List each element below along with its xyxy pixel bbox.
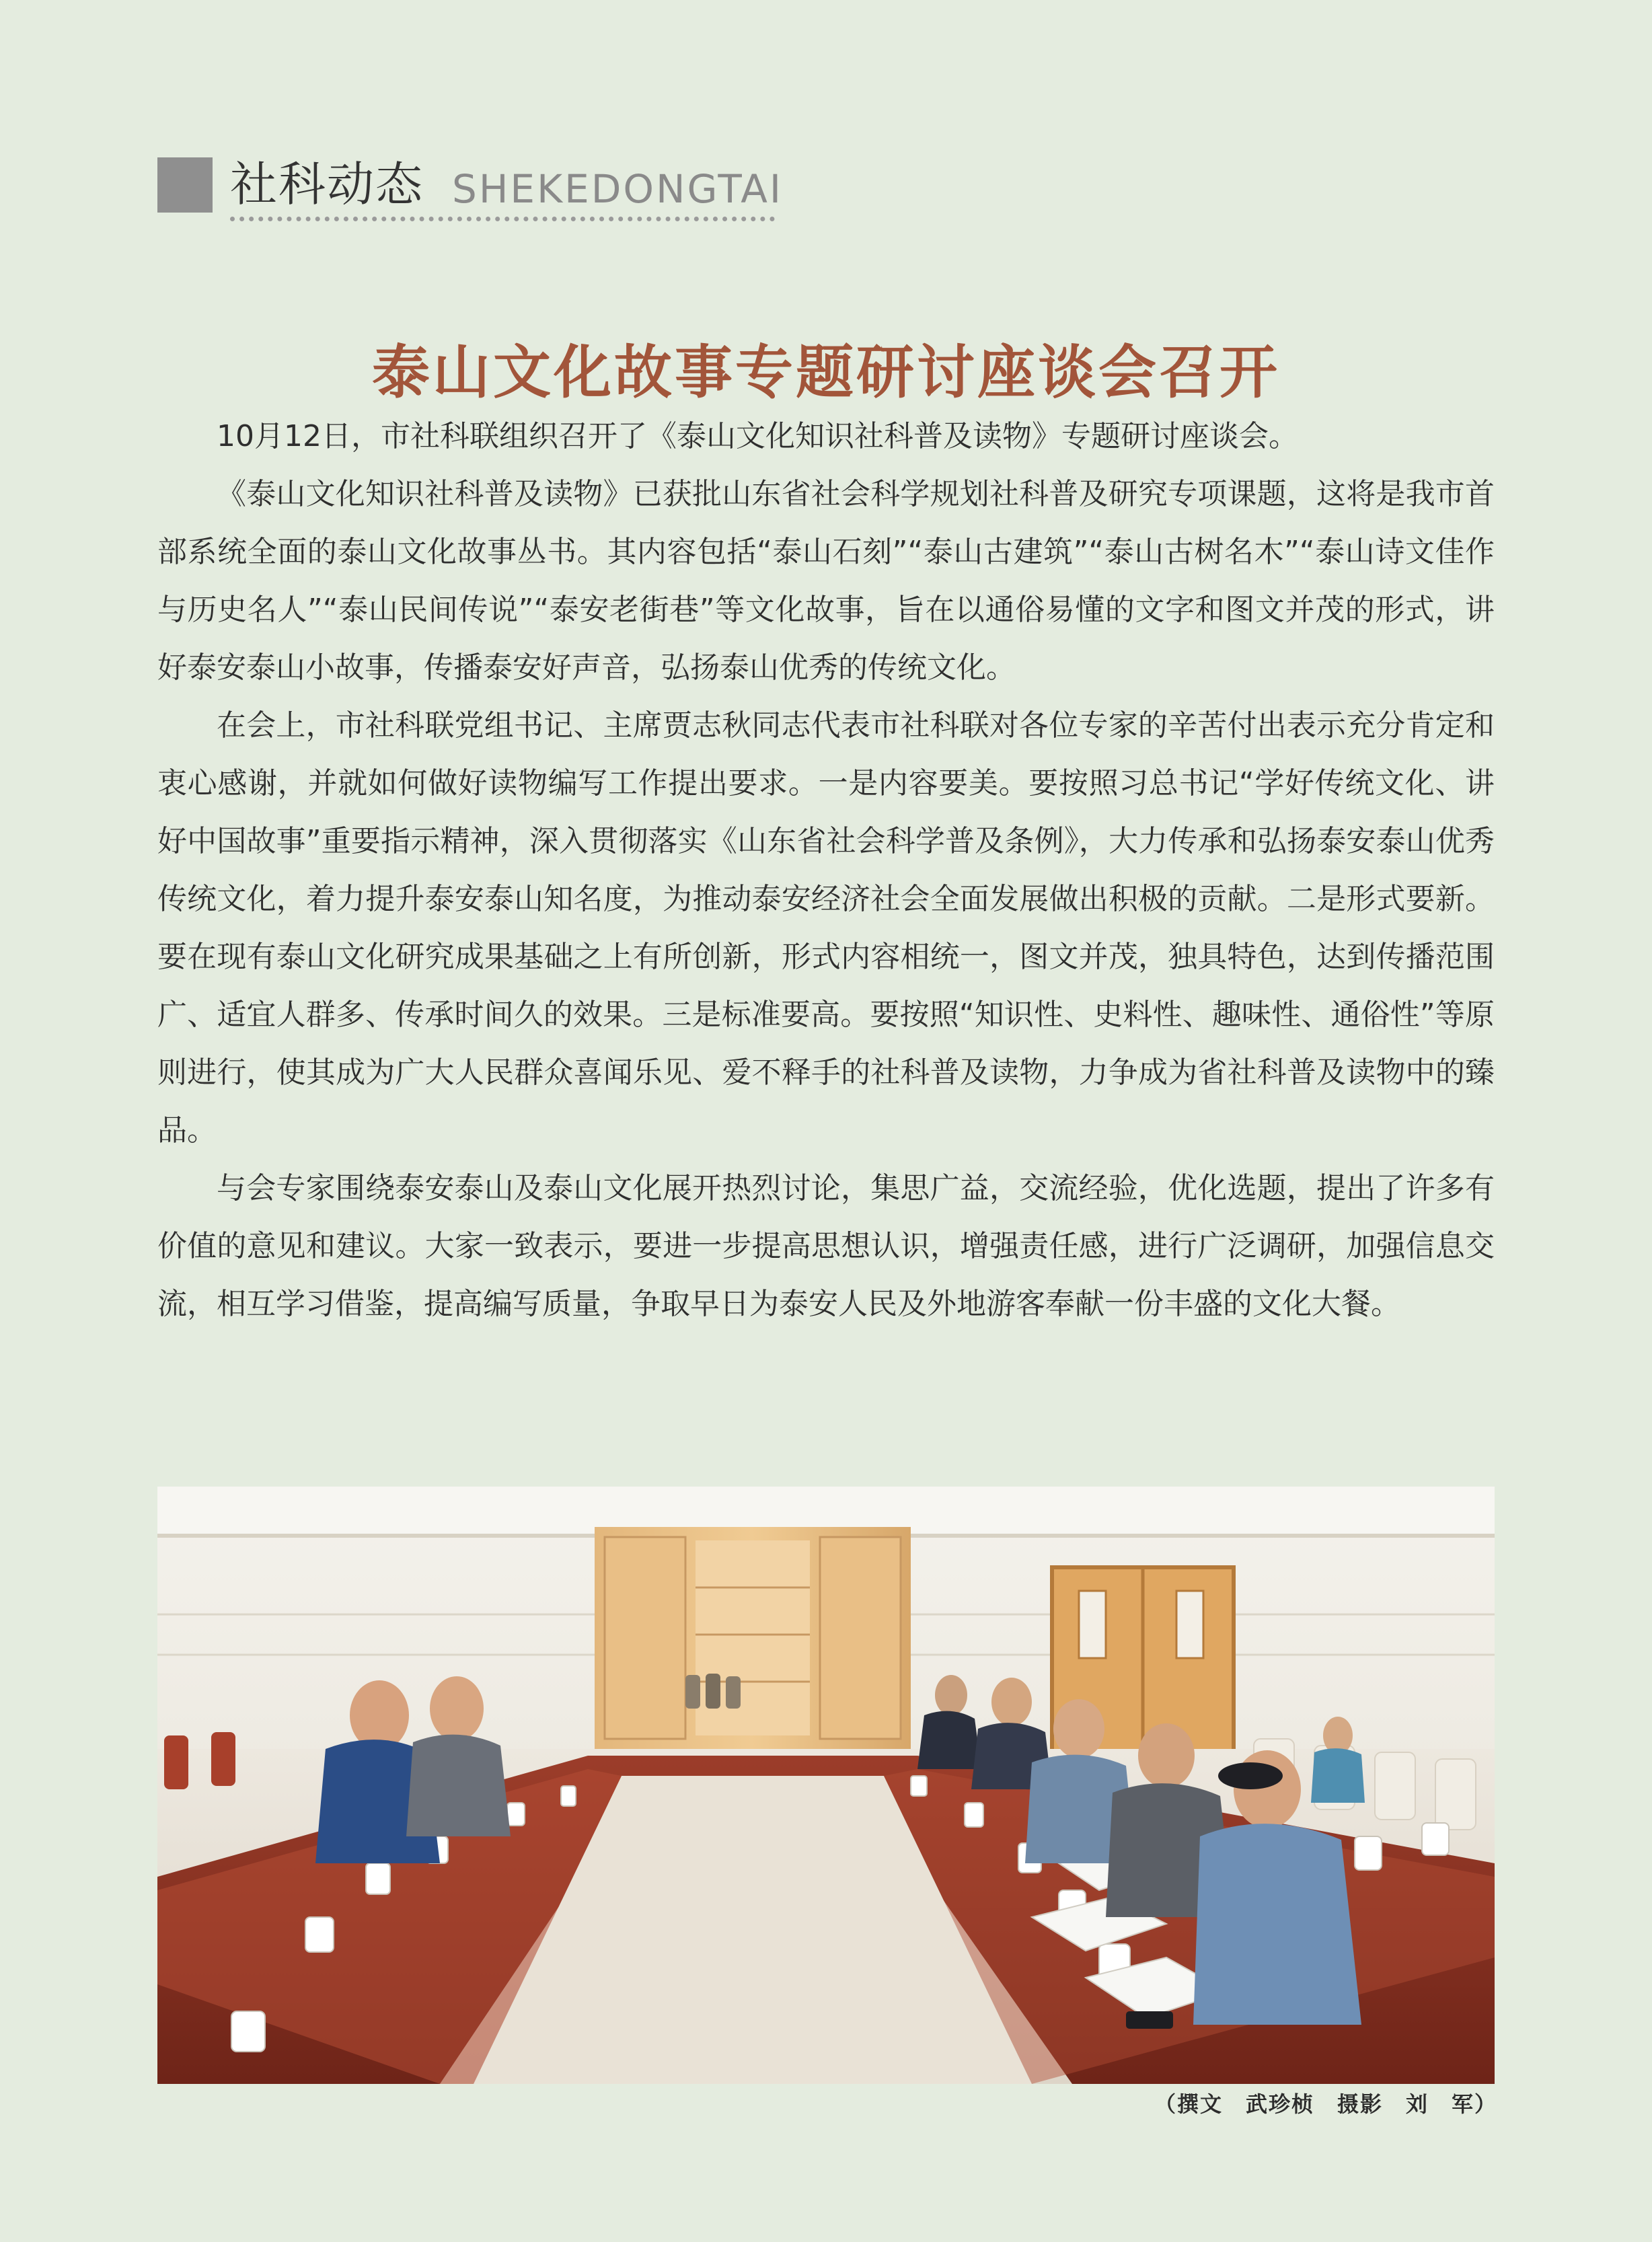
article-title: 泰山文化故事专题研讨座谈会召开 (372, 338, 1280, 406)
photo-caption: （撰文 武珍桢 摄影 刘 军） (1154, 2091, 1497, 2117)
paragraph-1: 10月12日，市社科联组织召开了《泰山文化知识社科普及读物》专题研讨座谈会。 (217, 419, 1298, 453)
meeting-photo (157, 1487, 1495, 2084)
section-divider (230, 217, 775, 221)
article-body (157, 408, 1495, 1333)
paragraph-3: 在会上，市社科联党组书记、主席贾志秋同志代表市社科联对各位专家的辛苦付出表示充分肯定和衷心感谢，并就如何做好读物编写工作提出要求。一是内容要美。要按照习总书记“学好传统文化、讲好中国故事”重要指示精神，深入贯彻落实《山东省社会科学普及条例》，大力传承和弘扬泰安泰山优秀传统文化，着力提升泰安泰山知名度，为推动泰安经济社会全面发展做出积极的贡献。二是形式要新。要在现有泰山文化研究成果基础之上有所创新，形式内容相统一，图文并茂，独具特色，达到传播范围广、适宜人群多、传承时间久的效果。三是标准要高。要按照“知识性、史料性、趣味性、通俗性”等原则进行，使其成为广大人民群众喜闻乐见、爱不释手的社科普及读物，力争成为省社科普及读物中的臻品。 (157, 708, 1495, 1148)
section-title-cn: 社科动态 (230, 157, 424, 212)
paragraph-2: 《泰山文化知识社科普及读物》已获批山东省社会科学规划社科普及研究专项课题，这将是我市首部系统全面的泰山文化故事丛书。其内容包括“泰山石刻”“泰山古建筑”“泰山古树名木”“泰山诗文佳作与历史名人”“泰山民间传说”“泰安老街巷”等文化故事，旨在以通俗易懂的文字和图文并茂的形式，讲好泰安泰山小故事，传播泰安好声音，弘扬泰山优秀的传统文化。 (157, 477, 1495, 685)
paragraph-4: 与会专家围绕泰安泰山及泰山文化展开热烈讨论，集思广益，交流经验，优化选题，提出了许多有价值的意见和建议。大家一致表示，要进一步提高思想认识，增强责任感，进行广泛调研，加强信息交流，相互学习借鉴，提高编写质量，争取早日为泰安人民及外地游客奉献一份丰盛的文化大餐。 (157, 1171, 1495, 1321)
section-title-en: SHEKEDONGTAI (452, 166, 784, 212)
section-header (157, 152, 784, 222)
section-square-icon (157, 157, 213, 213)
